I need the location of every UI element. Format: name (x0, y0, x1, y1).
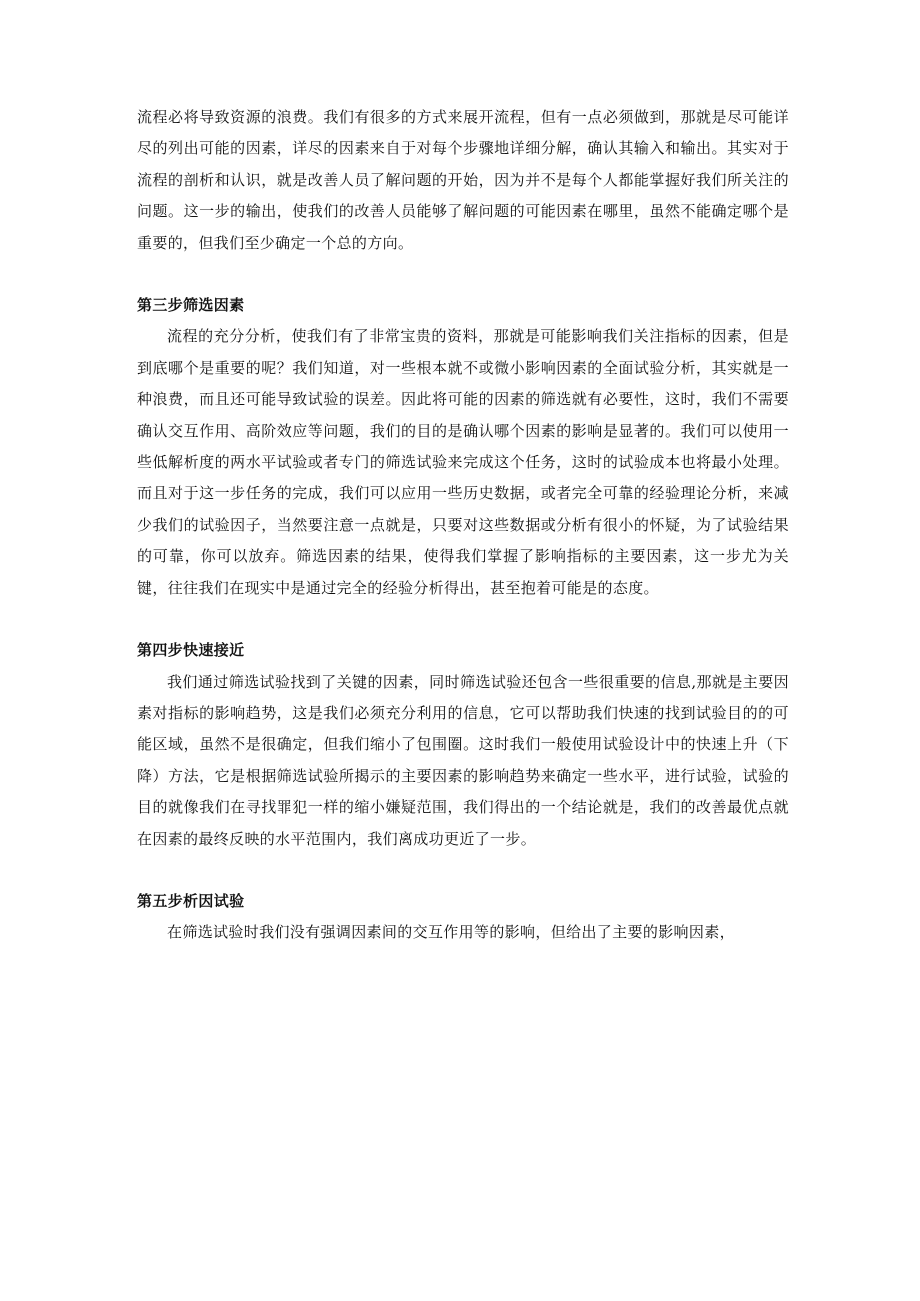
paragraph-step-three: 流程的充分分析，使我们有了非常宝贵的资料，那就是可能影响我们关注指标的因素，但是到底哪个是重要的呢？我们知道，对一些根本就不或微小影响因素的全面试验分析，其实就是一种浪费，而且还可能导致试验的误差。因此将可能的因素的筛选就有必要性，这时，我们不需要确认交互作用、高阶效应等问题，我们的目的是确认哪个因素的影响是显著的。我们可以使用一些低解析度的两水平试验或者专门的筛选试验来完成这个任务，这时的试验成本也将最小处理。而且对于这一步任务的完成，我们可以应用一些历史数据，或者完全可靠的经验理论分析，来减少我们的试验因子，当然要注意一点就是，只要对这些数据或分析有很小的怀疑，为了试验结果的可靠，你可以放弃。筛选因素的结果，使得我们掌握了影响指标的主要因素，这一步尤为关键，往往我们在现实中是通过完全的经验分析得出，甚至抱着可能是的态度。 (137, 327, 789, 597)
paragraph-step-four: 我们通过筛选试验找到了关键的因素，同时筛选试验还包含一些很重要的信息,那就是主要因素对指标的影响趋势，这是我们必须充分利用的信息，它可以帮助我们快速的找到试验目的的可能区域，虽然不是很确定，但我们缩小了包围圈。这时我们一般使用试验设计中的快速上升（下降）方法，它是根据筛选试验所揭示的主要因素的影响趋势来确定一些水平，进行试验，试验的目的就像我们在寻找罪犯一样的缩小嫌疑范围，我们得出的一个结论就是，我们的改善最优点就在因素的最终反映的水平范围内，我们离成功更近了一步。 (137, 672, 789, 848)
heading-step-five: 第五步析因试验 (137, 891, 245, 910)
document-page (137, 102, 789, 949)
paragraph-intro: 流程必将导致资源的浪费。我们有很多的方式来展开流程，但有一点必须做到，那就是尽可能详尽的列出可能的因素，详尽的因素来自于对每个步骤地详细分解，确认其输入和输出。其实对于流程的剖析和认识，就是改善人员了解问题的开始，因为并不是每个人都能掌握好我们所关注的问题。这一步的输出，使我们的改善人员能够了解问题的可能因素在哪里，虽然不能确定哪个是重要的，但我们至少确定一个总的方向。 (137, 108, 789, 252)
section-gap (137, 259, 789, 290)
section-gap (137, 855, 789, 886)
section-gap (137, 604, 789, 635)
heading-step-three: 第三步筛选因素 (137, 296, 245, 315)
paragraph-step-five: 在筛选试验时我们没有强调因素间的交互作用等的影响，但给出了主要的影响因素， (167, 923, 735, 942)
heading-step-four: 第四步快速接近 (137, 641, 245, 660)
